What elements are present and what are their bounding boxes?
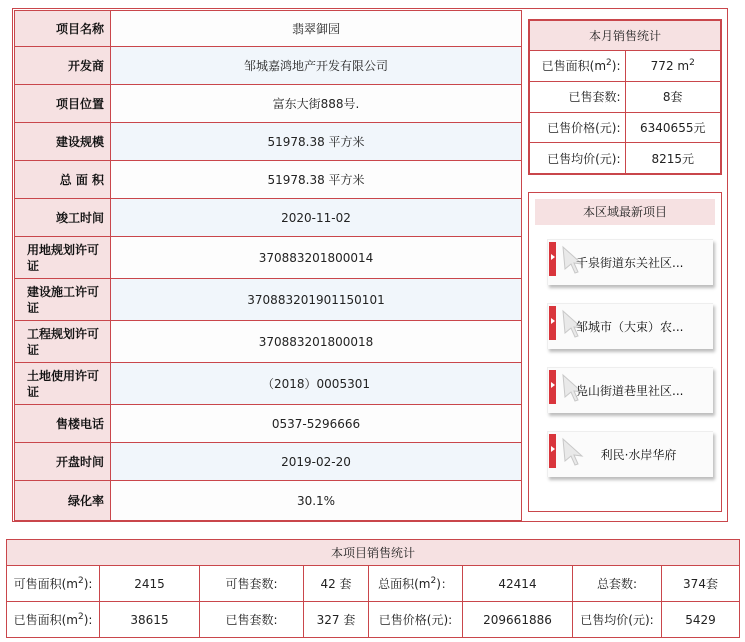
sold-price-label: 已售价格(元): (530, 112, 626, 143)
info-value: 370883201800014 (111, 237, 522, 279)
info-row (15, 11, 522, 47)
info-row (15, 405, 522, 443)
avail-units-value: 42 套 (304, 566, 369, 602)
project-info-table (14, 10, 522, 521)
flag-icon (549, 242, 556, 276)
new-project-link[interactable] (547, 239, 713, 285)
new-project-name: 邹城市（大束）农... (576, 320, 684, 334)
project-sales-title: 本项目销售统计 (7, 540, 740, 566)
total-area-label: 总面积$(m^2)$： (369, 566, 463, 602)
info-label: 土地使用许可证 (15, 363, 111, 405)
total-units-value: 374套 (662, 566, 740, 602)
info-row (15, 363, 522, 405)
sold-area-value: 38615 (100, 602, 200, 638)
sold-area-label: 已售面积$(m^2)$: (7, 602, 100, 638)
avail-units-label: 可售套数: (200, 566, 304, 602)
info-label: 售楼电话 (15, 405, 111, 443)
flag-icon (549, 370, 556, 404)
new-project-link[interactable] (547, 303, 713, 349)
info-value: 0537-5296666 (111, 405, 522, 443)
info-label: 开盘时间 (15, 443, 111, 481)
flag-icon (549, 306, 556, 340)
sold-units-value: 327 套 (304, 602, 369, 638)
total-units-label: 总套数: (573, 566, 662, 602)
info-row (15, 47, 522, 85)
info-row (15, 161, 522, 199)
info-row (15, 237, 522, 279)
info-value: 30.1% (111, 481, 522, 521)
info-label: 工程规划许可证 (15, 321, 111, 363)
sold-price-label: 已售价格(元): (369, 602, 463, 638)
info-row (15, 481, 522, 521)
monthly-row (530, 143, 721, 174)
info-label: 绿化率 (15, 481, 111, 521)
info-row (15, 123, 522, 161)
info-row (15, 279, 522, 321)
avg-price-label: 已售均价(元): (573, 602, 662, 638)
sold-units-label: 已售套数: (530, 81, 626, 112)
sold-area-value: 772 $m^2$ (625, 51, 721, 82)
info-value: 富东大街888号. (111, 85, 522, 123)
info-label: 用地规划许可证 (15, 237, 111, 279)
sold-units-value: 8套 (625, 81, 721, 112)
info-value: 370883201901150101 (111, 279, 522, 321)
total-area-value: 42414 (463, 566, 573, 602)
info-row (15, 85, 522, 123)
new-project-name: 利民·水岸华府 (600, 448, 677, 462)
info-value: （2018）0005301 (111, 363, 522, 405)
new-project-name: 凫山街道巷里社区... (576, 384, 684, 398)
project-sales-row (7, 602, 740, 638)
avg-price-value: 8215元 (625, 143, 721, 174)
info-row (15, 443, 522, 481)
project-sales-row (7, 566, 740, 602)
sold-units-label: 已售套数: (200, 602, 304, 638)
info-label: 总 面 积 (15, 161, 111, 199)
info-label: 开发商 (15, 47, 111, 85)
monthly-sales-panel (528, 19, 722, 175)
sold-price-value: 209661886 (463, 602, 573, 638)
info-value: 51978.38 平方米 (111, 123, 522, 161)
new-projects-title: 本区域最新项目 (535, 199, 715, 225)
avail-area-label: 可售面积$(m^2)$: (7, 566, 100, 602)
avg-price-label: 已售均价(元): (530, 143, 626, 174)
monthly-row (530, 112, 721, 143)
info-value: 51978.38 平方米 (111, 161, 522, 199)
sold-area-label: 已售面积$(m^2)$: (530, 51, 626, 82)
info-value: 翡翠御园 (111, 11, 522, 47)
info-row (15, 321, 522, 363)
info-label: 建设规模 (15, 123, 111, 161)
avail-area-value: 2415 (100, 566, 200, 602)
project-sales-table (6, 539, 740, 638)
monthly-row (530, 51, 721, 82)
new-project-link[interactable] (547, 431, 713, 477)
info-row (15, 199, 522, 237)
info-value: 370883201800018 (111, 321, 522, 363)
monthly-sales-table (529, 20, 721, 174)
flag-icon (549, 434, 556, 468)
new-project-name: 千泉街道东关社区... (576, 256, 684, 270)
info-value: 2020-11-02 (111, 199, 522, 237)
info-value: 2019-02-20 (111, 443, 522, 481)
new-projects-panel (528, 192, 722, 512)
info-label: 项目位置 (15, 85, 111, 123)
info-label: 建设施工许可证 (15, 279, 111, 321)
info-value: 邹城嘉鸿地产开发有限公司 (111, 47, 522, 85)
sold-price-value: 6340655元 (625, 112, 721, 143)
monthly-row (530, 81, 721, 112)
info-label: 项目名称 (15, 11, 111, 47)
avg-price-value: 5429 (662, 602, 740, 638)
info-label: 竣工时间 (15, 199, 111, 237)
new-project-link[interactable] (547, 367, 713, 413)
monthly-sales-title: 本月销售统计 (530, 21, 721, 51)
